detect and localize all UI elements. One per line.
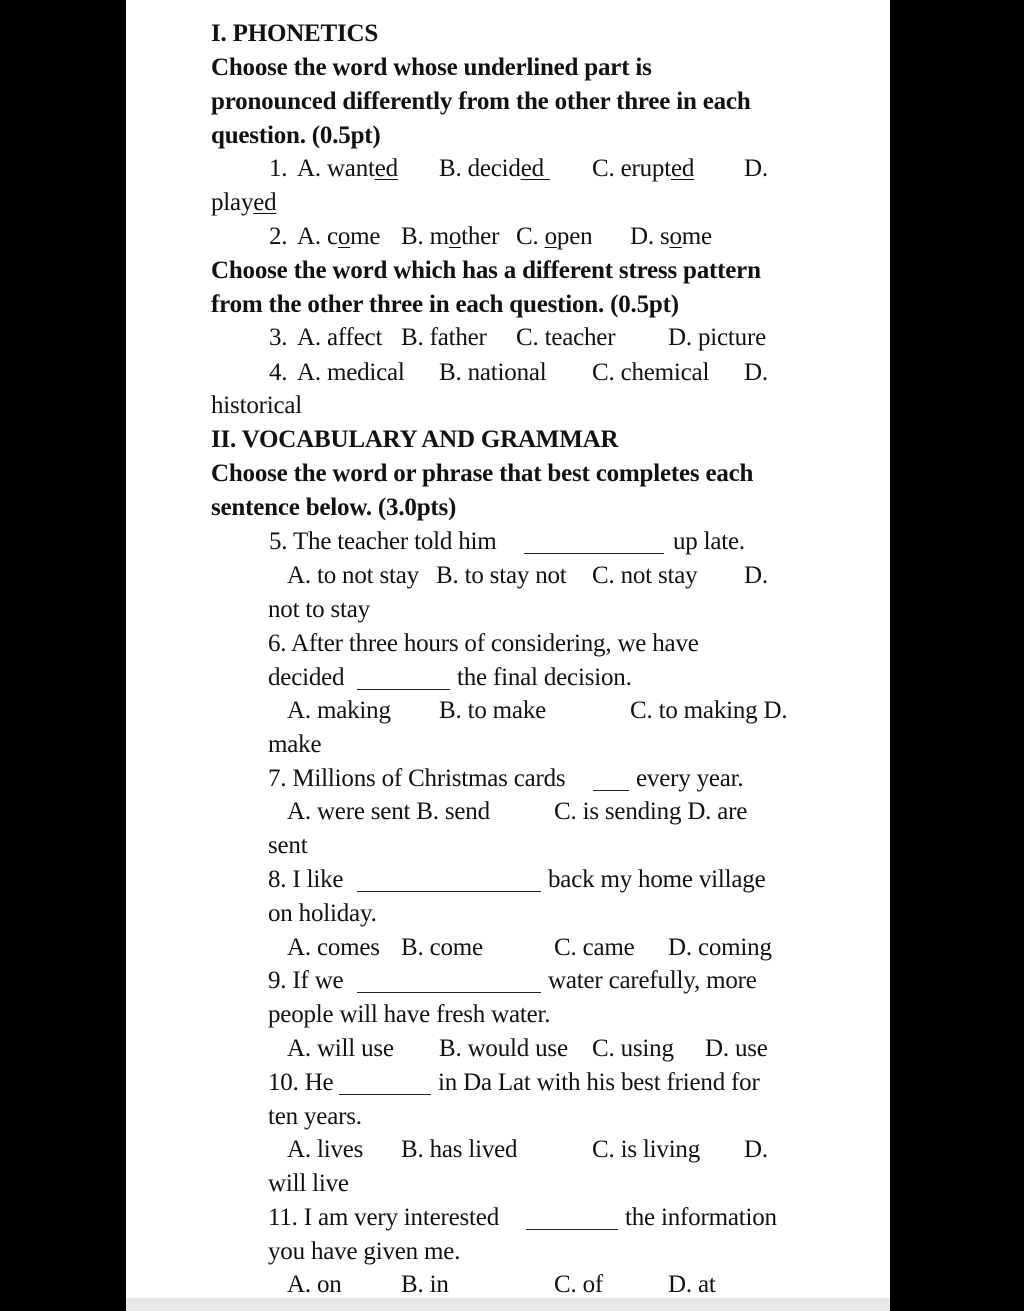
q2-option-a: A. come xyxy=(297,223,381,250)
q6-option-b: B. to make xyxy=(439,697,547,724)
q9-stem: 9. If we xyxy=(268,967,344,994)
instruction-line: Choose the word which has a different stress pattern xyxy=(211,257,761,284)
q1-option-b: B. decided xyxy=(439,155,544,182)
q9-option-c: C. using xyxy=(592,1035,674,1062)
q4-option-c: C. chemical xyxy=(592,359,710,386)
q9-stem-end: water carefully, more xyxy=(548,967,757,994)
question-3-number: 3. xyxy=(269,324,288,351)
q1-option-c: C. erupted xyxy=(592,155,695,182)
q9-option-a: A. will use xyxy=(287,1035,394,1062)
q6-stem-end: the final decision. xyxy=(457,664,632,691)
q10-answer-blank xyxy=(339,1094,431,1095)
q9-option-b: B. would use xyxy=(439,1035,568,1062)
q8-option-d: D. coming xyxy=(668,934,772,961)
q2-option-d: D. some xyxy=(630,223,712,250)
q6-option-d-text: make xyxy=(268,731,322,758)
instruction-line: question. (0.5pt) xyxy=(211,122,381,149)
instruction-line: Choose the word whose underlined part is xyxy=(211,54,652,81)
q7-stem-end: every year. xyxy=(636,765,744,792)
question-4-number: 4. xyxy=(269,359,288,386)
q7-option-c-d: C. is sending D. are xyxy=(554,798,748,825)
q6-stem-line2: decided xyxy=(268,664,345,691)
q11-option-b: B. in xyxy=(401,1271,449,1298)
question-1-number: 1. xyxy=(269,155,288,182)
q5-option-b: B. to stay not xyxy=(436,562,567,589)
q11-option-a: A. on xyxy=(287,1271,342,1298)
q1-option-a: A. wanted xyxy=(297,155,398,182)
q8-stem-end: back my home village xyxy=(548,866,766,893)
q10-option-d-text: will live xyxy=(268,1170,349,1197)
q7-option-d-text: sent xyxy=(268,832,308,859)
q5-option-d-text: not to stay xyxy=(268,596,370,623)
q7-answer-blank xyxy=(593,790,629,791)
q7-stem: 7. Millions of Christmas cards xyxy=(268,765,566,792)
section-heading-vocabulary: II. VOCABULARY AND GRAMMAR xyxy=(211,426,619,453)
instruction-line: pronounced differently from the other three in each xyxy=(211,88,751,115)
q5-stem: 5. The teacher told him xyxy=(269,528,497,555)
page-footer-strip xyxy=(126,1298,890,1311)
q11-answer-blank xyxy=(526,1229,618,1230)
q2-option-b: B. mother xyxy=(401,223,500,250)
q10-option-a: A. lives xyxy=(287,1136,364,1163)
question-2-number: 2. xyxy=(269,223,288,250)
q10-option-b: B. has lived xyxy=(401,1136,518,1163)
q11-stem: 11. I am very interested xyxy=(268,1204,499,1231)
q5-stem-end: up late. xyxy=(673,528,745,555)
q5-option-c: C. not stay xyxy=(592,562,698,589)
instruction-line: Choose the word or phrase that best completes each xyxy=(211,460,754,487)
q4-option-a: A. medical xyxy=(297,359,405,386)
q9-option-d: D. use xyxy=(705,1035,768,1062)
q6-answer-blank xyxy=(357,689,450,690)
q5-option-a: A. to not stay xyxy=(287,562,419,589)
q3-option-a: A. affect xyxy=(297,324,383,351)
q1-option-d-label: D. xyxy=(744,155,768,182)
q4-option-b: B. national xyxy=(439,359,547,386)
q8-stem: 8. I like xyxy=(268,866,344,893)
q7-option-a-b: A. were sent B. send xyxy=(287,798,490,825)
q10-stem: 10. He xyxy=(268,1069,334,1096)
q8-stem-line2: on holiday. xyxy=(268,900,377,927)
q6-option-c-d: C. to making D. xyxy=(630,697,788,724)
q6-option-a: A. making xyxy=(287,697,391,724)
q3-option-d: D. picture xyxy=(668,324,766,351)
q4-option-d-label: D. xyxy=(744,359,768,386)
q5-option-d-label: D. xyxy=(744,562,768,589)
q9-stem-line2: people will have fresh water. xyxy=(268,1001,551,1028)
q3-option-c: C. teacher xyxy=(516,324,616,351)
q11-stem-line2: you have given me. xyxy=(268,1238,461,1265)
q11-option-c: C. of xyxy=(554,1271,604,1298)
instruction-line: sentence below. (3.0pts) xyxy=(211,494,457,521)
q8-option-a: A. comes xyxy=(287,934,380,961)
q3-option-b: B. father xyxy=(401,324,487,351)
q11-option-d: D. at xyxy=(668,1271,716,1298)
q1-option-d-text: played xyxy=(211,189,277,216)
q10-stem-end: in Da Lat with his best friend for xyxy=(438,1069,760,1096)
q5-answer-blank xyxy=(524,553,664,554)
q9-answer-blank xyxy=(357,992,541,993)
q10-option-d-label: D. xyxy=(744,1136,768,1163)
q8-option-c: C. came xyxy=(554,934,635,961)
instruction-line: from the other three in each question. (0.5pt) xyxy=(211,291,679,318)
q10-option-c: C. is living xyxy=(592,1136,701,1163)
q6-stem: 6. After three hours of considering, we have xyxy=(268,630,699,657)
section-heading-phonetics: I. PHONETICS xyxy=(211,20,379,47)
q2-option-c: C. open xyxy=(516,223,593,250)
q8-answer-blank xyxy=(357,891,541,892)
q11-stem-end: the information xyxy=(625,1204,777,1231)
q4-option-d-text: historical xyxy=(211,392,303,419)
q8-option-b: B. come xyxy=(401,934,483,961)
q10-stem-line2: ten years. xyxy=(268,1103,362,1130)
